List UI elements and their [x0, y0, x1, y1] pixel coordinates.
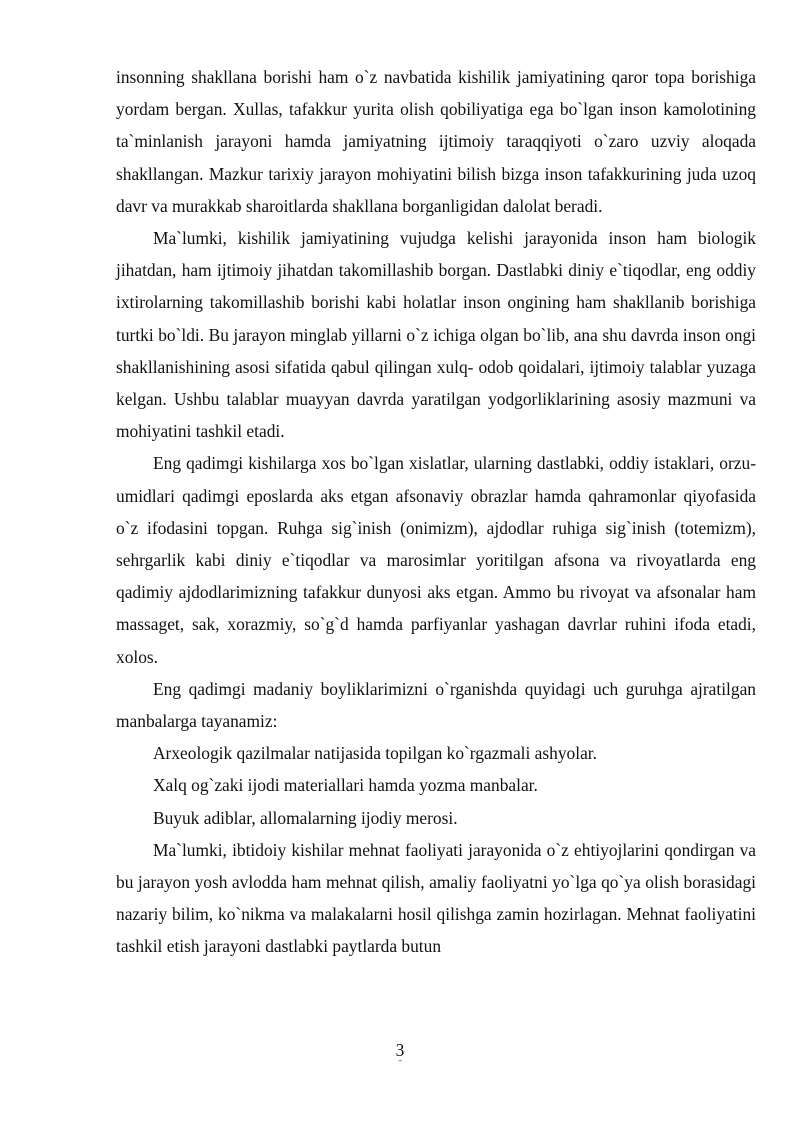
- paragraph-1: insonning shakllana borishi ham o`z navbatida kishilik jamiyatining qaror topa borishiga yordam bergan. Xullas, tafakkur yurita olish qobiliyatiga ega bo`lgan inson kamolotining ta`minlanish jarayoni hamda jamiyatning ijtimoiy taraqqiyoti o`zaro uzviy aloqada shakllangan. Mazkur tarixiy jarayon mohiyatini bilish bizga inson tafakkurining juda uzoq davr va murakkab sharoitlarda shakllana borganligidan dalolat beradi.: [116, 67, 756, 216]
- list-item-2: Xalq og`zaki ijodi materiallari hamda yozma manbalar.: [153, 775, 538, 796]
- list-item-3: Buyuk adiblar, allomalarning ijodiy merosi.: [153, 807, 458, 828]
- paragraph-2: Ma`lumki, kishilik jamiyatining vujudga kelishi jarayonida inson ham biologik jihatdan, ham ijtimoiy jihatdan takomillashib borgan. Dastlabki diniy e`tiqodlar, eng oddiy ixtirolarning takomillashib borishi kabi holatlar inson ongining ham shakllanib borishiga turtki bo`ldi. Bu jarayon minglab yillarni o`z ichiga olgan bo`lib, ana shu davrda inson ongi shakllanishining asosi sifatida qabul qilingan xulq- odob qoidalari, ijtimoiy talablar yuzaga kelgan. Ushbu talablar muayyan davrda yaratilgan yodgorliklarining asosiy mazmuni va mohiyatini tashkil etadi.: [116, 228, 756, 442]
- paragraph-5: Ma`lumki, ibtidoiy kishilar mehnat faoliyati jarayonida o`z ehtiyojlarini qondirgan va bu jarayon yosh avlodda ham mehnat qilish, amaliy faoliyatni yo`lga qo`ya olish borasidagi nazariy bilim, ko`nikma va malakalarni hosil qilishga zamin hozirlagan. Mehnat faoliyatini tashkil etish jarayoni dastlabki paytlarda butun: [116, 839, 756, 957]
- paragraph-3: Eng qadimgi kishilarga xos bo`lgan xislatlar, ularning dastlabki, oddiy istaklari, orzu-umidlari qadimgi eposlarda aks etgan afsonaviy obrazlar hamda qahramonlar qiyofasida o`z ifodasini topgan. Ruhga sig`inish (onimizm), ajdodlar ruhiga sig`inish (totemizm), sehrgarlik kabi diniy e`tiqodlar va marosimlar yoritilgan afsona va rivoyatlarda eng qadimiy ajdodlarimizning tafakkur dunyosi aks etgan. Ammo bu rivoyat va afsonalar ham massaget, sak, xorazmiy, so`g`d hamda parfiyanlar yashagan davrlar ruhini ifoda etadi, xolos.: [116, 453, 756, 667]
- page-number: 3: [395, 1040, 405, 1060]
- list-item-1: Arxeologik qazilmalar natijasida topilgan ko`rgazmali ashyolar.: [153, 743, 597, 764]
- document-page: [116, 61, 756, 963]
- paragraph-4: Eng qadimgi madaniy boyliklarimizni o`rganishda quyidagi uch guruhga ajratilgan manbalarga tayanamiz:: [116, 678, 756, 732]
- page-number-mark: ˜: [398, 1059, 402, 1070]
